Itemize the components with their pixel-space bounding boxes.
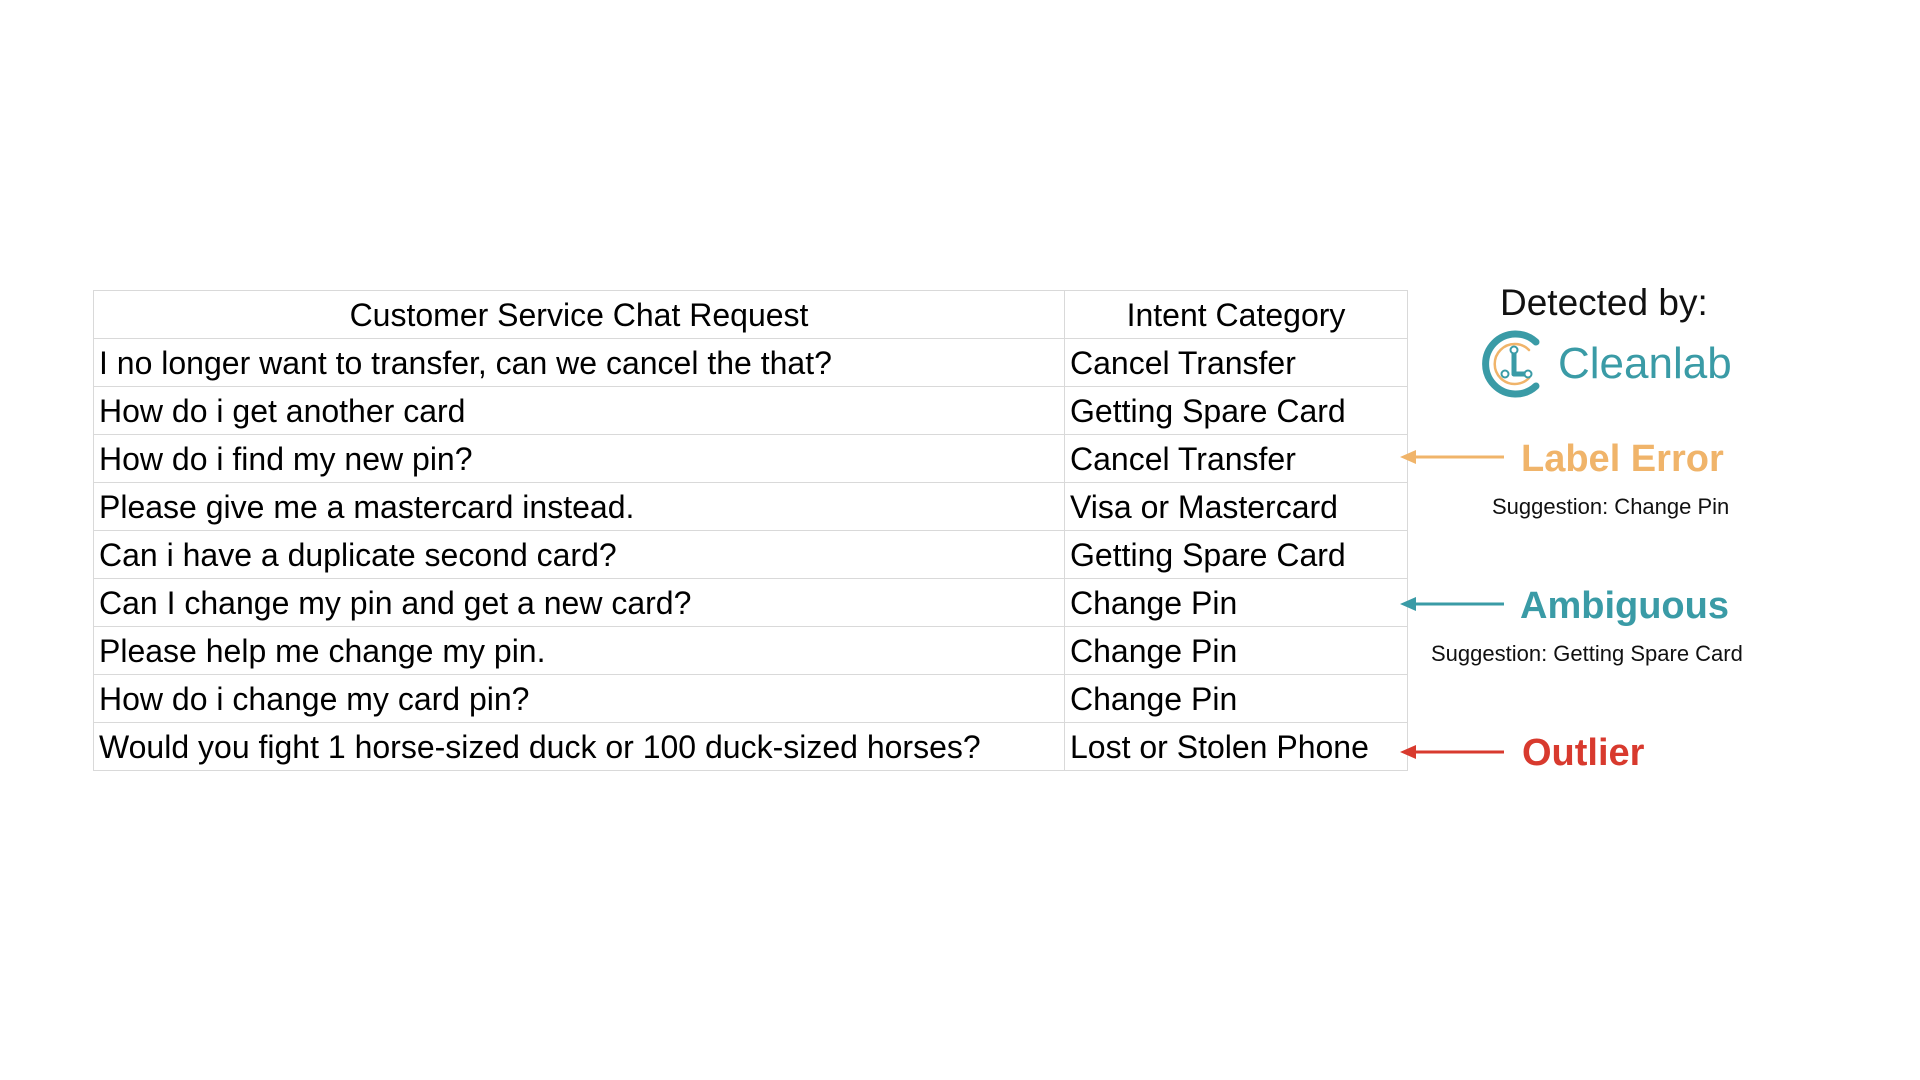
table-header-row (94, 291, 1408, 339)
table-row (94, 387, 1408, 435)
cell-intent: Getting Spare Card (1065, 531, 1408, 579)
header-chat-request: Customer Service Chat Request (94, 291, 1065, 339)
cell-intent: Change Pin (1065, 675, 1408, 723)
outlier-arrow-icon (1400, 742, 1504, 762)
cell-intent: Lost or Stolen Phone (1065, 723, 1408, 771)
cell-request: Please help me change my pin. (94, 627, 1065, 675)
cell-request: How do i find my new pin? (94, 435, 1065, 483)
cell-request: How do i change my card pin? (94, 675, 1065, 723)
label-error-tag: Label Error (1521, 438, 1724, 480)
table-row (94, 339, 1408, 387)
cell-intent: Getting Spare Card (1065, 387, 1408, 435)
cell-intent: Change Pin (1065, 579, 1408, 627)
table-row (94, 435, 1408, 483)
label-error-arrow-icon (1400, 447, 1504, 467)
cleanlab-logo-icon (1478, 328, 1550, 400)
cell-request: Can i have a duplicate second card? (94, 531, 1065, 579)
label-error-suggestion: Suggestion: Change Pin (1492, 494, 1730, 519)
intent-data-table (93, 290, 1408, 771)
ambiguous-arrow-icon (1400, 594, 1504, 614)
cleanlab-brand-name: Cleanlab (1558, 339, 1732, 388)
outlier-tag: Outlier (1522, 732, 1645, 774)
ambiguous-suggestion: Suggestion: Getting Spare Card (1431, 641, 1743, 666)
table-row (94, 579, 1408, 627)
cell-intent: Visa or Mastercard (1065, 483, 1408, 531)
detected-by-label: Detected by: (1500, 282, 1708, 323)
cell-request: How do i get another card (94, 387, 1065, 435)
cell-request: Please give me a mastercard instead. (94, 483, 1065, 531)
table-row (94, 531, 1408, 579)
cleanlab-brand (1478, 328, 1732, 400)
cell-intent: Cancel Transfer (1065, 435, 1408, 483)
table-row (94, 675, 1408, 723)
header-intent-category: Intent Category (1065, 291, 1408, 339)
cell-request: Can I change my pin and get a new card? (94, 579, 1065, 627)
table-row (94, 483, 1408, 531)
table-row (94, 627, 1408, 675)
cell-request: I no longer want to transfer, can we cancel the that? (94, 339, 1065, 387)
cell-request: Would you fight 1 horse-sized duck or 100 duck-sized horses? (94, 723, 1065, 771)
table-row (94, 723, 1408, 771)
cell-intent: Cancel Transfer (1065, 339, 1408, 387)
ambiguous-tag: Ambiguous (1520, 585, 1729, 627)
cell-intent: Change Pin (1065, 627, 1408, 675)
